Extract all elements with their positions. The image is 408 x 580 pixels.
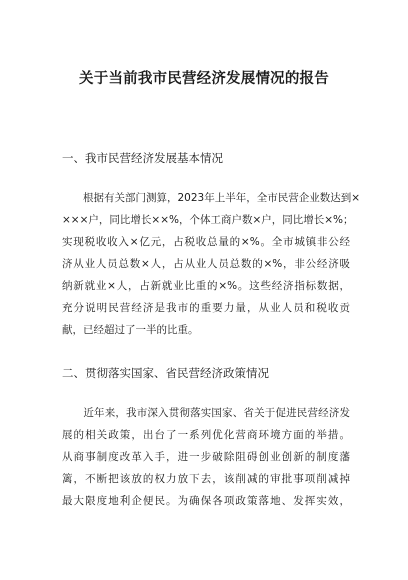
paragraph-line: 篱，不断把该放的权力放下去，该削减的审批事项削减掉 [62,473,350,485]
paragraph-line: 献，已经超过了一半的比重。 [62,324,199,336]
paragraph-line: 充分说明民营经济是我市的重要力量，从业人员和税收贡 [62,302,350,314]
paragraph-line: 根据有关部门测算，2023年上半年，全市民营企业数达到× [62,192,361,204]
section-heading-2: 二、贯彻落实国家、省民营经济政策情况 [62,366,269,380]
paragraph-line: 从商事制度改革入手，进一步破除阻碍创业创新的制度藩 [62,451,350,463]
section-paragraph-1 [62,187,361,341]
document-title: 关于当前我市民营经济发展情况的报告 [79,71,329,87]
paragraph-line: 展的相关政策，出台了一系列优化营商环境方面的举措。 [62,429,350,441]
section-heading-1: 一、我市民营经济发展基本情况 [62,151,223,165]
paragraph-line: 实现税收收入×亿元，占税收总量的×%。全市城镇非公经 [62,236,350,248]
paragraph-line: ×××户，同比增长××%，个体工商户数×户，同比增长×%； [62,214,354,226]
paragraph-line: 济从业人员总数×人，占从业人员总数的×%，非公经济吸 [62,258,350,270]
paragraph-line: 最大限度地利企便民。为确保各项政策落地、发挥实效， [62,495,350,507]
paragraph-line: 近年来，我市深入贯彻落实国家、省关于促进民营经济发 [62,407,350,419]
section-paragraph-2 [62,402,350,512]
paragraph-line: 纳新就业×人，占新就业比重的×%。这些经济指标数据， [62,280,350,292]
